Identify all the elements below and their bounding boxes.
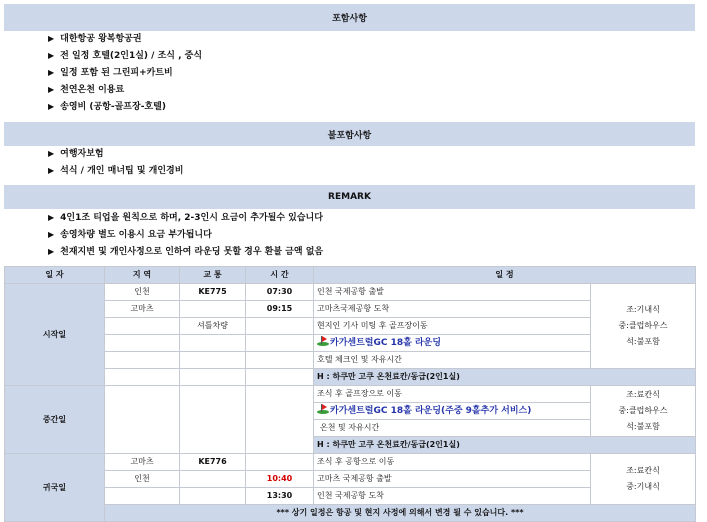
remark-list: [48, 209, 323, 260]
meal-lunch: 중:기내식: [626, 482, 660, 491]
header-time: 시 간: [246, 267, 314, 284]
excluded-title: 불포함사항: [327, 130, 372, 141]
day1-meals: [591, 284, 696, 369]
day1-line-0: 인천 국제공항 출발: [314, 284, 591, 301]
meal-lunch: 중:클럽하우스: [618, 406, 668, 415]
day3-region-0: 고마츠: [105, 454, 180, 471]
list-item: ▶ 송영비 (공항-골프장-호텔): [48, 98, 202, 115]
meal-breakfast: 조:기내식: [626, 305, 660, 314]
list-item: ▶ 대한항공 왕복항공권: [48, 30, 202, 47]
list-item: ▶ 전 일정 호텔(2인1실) / 조식 , 중식: [48, 47, 202, 64]
included-title: 포함사항: [332, 14, 367, 24]
header-day: 일 자: [5, 267, 105, 284]
golf-flag-icon: [317, 336, 329, 346]
list-item: ▶ 4인1조 티업을 원칙으로 하며, 2-3인시 요금이 추가될수 있습니다: [48, 209, 323, 226]
list-item: ▶ 천재지변 및 개인사정으로 인하여 라운딩 못할 경우 환불 금액 없음: [48, 243, 323, 260]
day2-line-2: 온천 및 자유시간: [314, 420, 591, 437]
day3-label: 귀국일: [5, 454, 105, 522]
table-row: [5, 505, 696, 522]
meal-breakfast: 조:료칸식: [626, 390, 660, 399]
day2-meals: [591, 386, 696, 437]
remark-header: [4, 185, 695, 209]
day1-region-1: 고마츠: [105, 301, 180, 318]
day1-time-1: 09:15: [246, 301, 314, 318]
day1-line-4: 호텔 체크인 및 자유시간: [314, 352, 591, 369]
meal-breakfast: 조:료칸식: [626, 466, 660, 475]
day1-line-2: 현지인 기사 미팅 후 골프장이동: [314, 318, 591, 335]
table-row: [5, 369, 696, 386]
meal-dinner: 석:불포함: [626, 337, 660, 346]
day1-label: 시작일: [5, 284, 105, 386]
schedule-footer-note: *** 상기 일정은 항공 및 현지 사정에 의해서 변경 될 수 있습니다. ***: [105, 505, 696, 522]
day3-line-2: 인천 국제공항 도착: [314, 488, 591, 505]
schedule-table: [4, 266, 696, 522]
day2-label: 중간일: [5, 386, 105, 454]
day1-transport-0: KE775: [180, 284, 246, 301]
day2-hotel: H : 하쿠만 고쿠 온천료칸/동급(2인1실): [314, 437, 696, 454]
table-row: [5, 454, 696, 471]
day3-line-0: 조식 후 공항으로 이동: [314, 454, 591, 471]
meal-lunch: 중:클럽하우스: [618, 321, 668, 330]
day1-hotel: H : 하쿠만 고쿠 온천료칸/동급(2인1실): [314, 369, 696, 386]
meal-dinner: 석:불포함: [626, 422, 660, 431]
day1-line-1: 고마츠국제공항 도착: [314, 301, 591, 318]
table-row: [5, 386, 696, 403]
list-item: ▶ 일정 포함 된 그린피+카트비: [48, 64, 202, 81]
table-header-row: [5, 267, 696, 284]
day1-line-3: 카가센트럴GC 18홀 라운딩: [330, 338, 442, 348]
day2-line-1: 카가센트럴GC 18홀 라운딩(주중 9홀추가 서비스): [330, 406, 532, 416]
excluded-header: [4, 122, 695, 146]
header-region: 지 역: [105, 267, 180, 284]
day2-golf-line: [314, 403, 591, 420]
list-item: ▶ 여행자보험: [48, 145, 183, 162]
table-row: [5, 284, 696, 301]
list-item: ▶ 석식 / 개인 매너팁 및 개인경비: [48, 162, 183, 179]
list-item: ▶ 천연온천 이용료: [48, 81, 202, 98]
day1-golf-line: [314, 335, 591, 352]
header-transport: 교 통: [180, 267, 246, 284]
day3-time-0: 10:40: [246, 471, 314, 488]
day1-region-0: 인천: [105, 284, 180, 301]
day2-line-0: 조식 후 골프장으로 이동: [314, 386, 591, 403]
day1-transport-1: 셔틀차량: [180, 318, 246, 335]
day3-meals: [591, 454, 696, 505]
day3-region-1: 인천: [105, 471, 180, 488]
included-header: [4, 4, 695, 31]
day3-time-1: 13:30: [246, 488, 314, 505]
header-itinerary: 일 정: [314, 267, 696, 284]
list-item: ▶ 송영차량 별도 이용시 요금 부가됩니다: [48, 226, 323, 243]
included-list: [48, 30, 202, 115]
day3-line-1: 고마츠 국제공항 출발: [314, 471, 591, 488]
day1-time-0: 07:30: [246, 284, 314, 301]
day3-transport-0: KE776: [180, 454, 246, 471]
golf-flag-icon: [317, 404, 329, 414]
remark-title: REMARK: [328, 192, 371, 202]
excluded-list: [48, 145, 183, 179]
